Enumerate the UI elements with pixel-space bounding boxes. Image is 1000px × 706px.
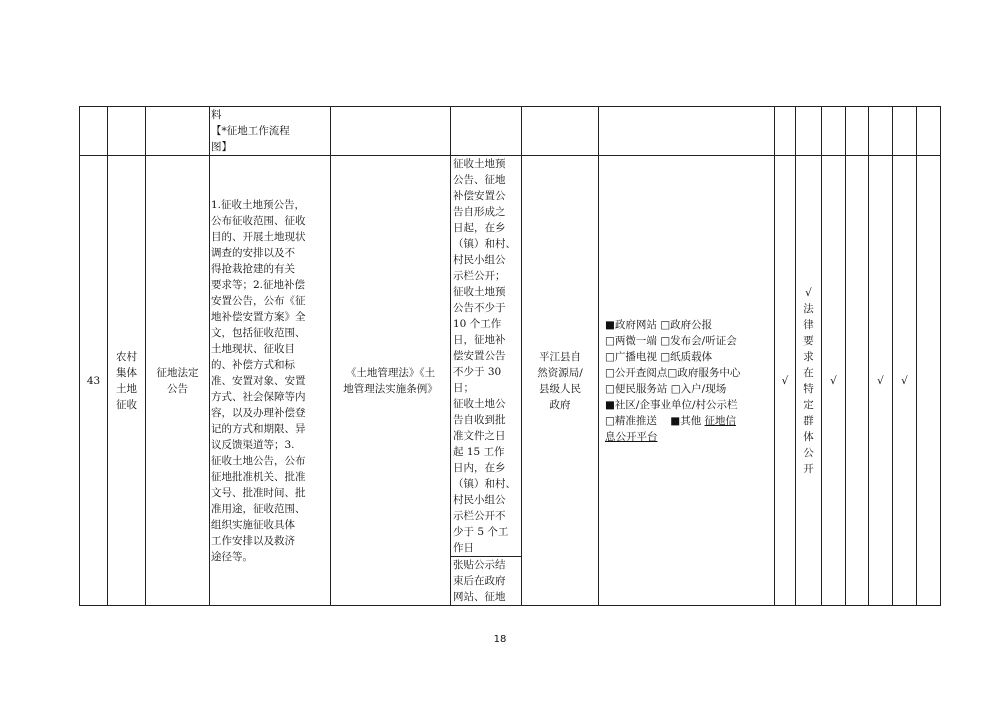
channel-line-other (605, 413, 773, 429)
table-row-continued (80, 107, 941, 156)
cell-mark-proactive: √ (822, 156, 846, 606)
channel-line-other-tail (605, 429, 773, 445)
time-limit-text: 征收土地预 公告、征地 补偿安置公 告自形成之 日起，在乡 （镇）和村、 村民小组公 示栏公开； 征收土地预 公告不少于 10 个工作 日，征地补 偿安置公告 不少于 30 日； 征收土地公 告自收到批 准文件之日 起 15 工作 日内，在乡 （镇）和村、 村民小组公 示栏公开不 少于 5 个工 作日 (453, 158, 516, 554)
cell-mark-township (917, 156, 941, 606)
cell-mark-all-public: √ (775, 156, 796, 606)
cell-number-empty (80, 107, 108, 156)
channel-line: □公开查阅点□政府服务中心 (605, 366, 741, 379)
cell-mark-county: √ (893, 156, 917, 606)
cell-content: 1.征收土地预公告， 公布征收范围、征收 目的、开展土地现状 调查的安排以及不 得抢栽抢建的有关 要求等；2.征地补偿 安置公告，公布《征 地补偿安置方案》全 文，包括征收范围、 土地现状、征收目 的、补偿方式和标 准、安置对象、安置 方式、社会保障等内 容，以及办理补偿登 记的方式和期限、异 议反馈渠道等；3. 征收土地公告，公布 征地批准机关、批准 文号、批准时间、批 准用途，征收范围、 组织实施征收具体 工作安排以及救济 途径等。 (210, 156, 331, 606)
disclosure-table (79, 106, 941, 606)
channel-line: □广播电视 □纸质载体 (605, 350, 713, 363)
cell-channel-empty (599, 107, 775, 156)
channel-other-label: □精准推送 ■其他 (605, 414, 702, 427)
cell-row-number: 43 (80, 156, 108, 606)
cell-mark-on-request (846, 156, 869, 606)
cell-category-empty (108, 107, 146, 156)
cell-mark-specific-group: √ 法 律 要 求 在 特 定 群 体 公 开 (796, 156, 822, 606)
channel-line: □便民服务站 □入户/现场 (605, 382, 727, 395)
cell-content-continued: 料 【*征地工作流程 图】 (210, 107, 331, 156)
channel-other-link[interactable]: 征地信 (704, 414, 737, 427)
cell-time-empty (451, 107, 522, 156)
channel-line: ■政府网站 □政府公报 (605, 318, 713, 331)
time-limit-text-2: 张贴公示结 束后在政府 网站、征地 (451, 556, 521, 605)
channel-other-link-tail[interactable]: 息公开平台 (605, 430, 658, 443)
cell-mark-online: √ (869, 156, 893, 606)
cell-subject-empty (522, 107, 599, 156)
cell-basis-empty (331, 107, 451, 156)
channel-line: □两微一端 □发布会/听证会 (605, 334, 737, 347)
cell-category: 农村 集体 土地 征收 (108, 156, 146, 606)
cell-time-limit (451, 156, 522, 606)
cell-basis: 《土地管理法》《土 地管理法实施条例》 (331, 156, 451, 606)
table-row-43 (80, 156, 941, 606)
cell-channels (599, 156, 775, 606)
cell-item-empty (146, 107, 210, 156)
channel-line: ■社区/企事业单位/村公示栏 (605, 398, 738, 411)
cell-item: 征地法定 公告 (146, 156, 210, 606)
page-number: 18 (493, 634, 507, 645)
cell-subject: 平江县自 然资源局/ 县级人民 政府 (522, 156, 599, 606)
